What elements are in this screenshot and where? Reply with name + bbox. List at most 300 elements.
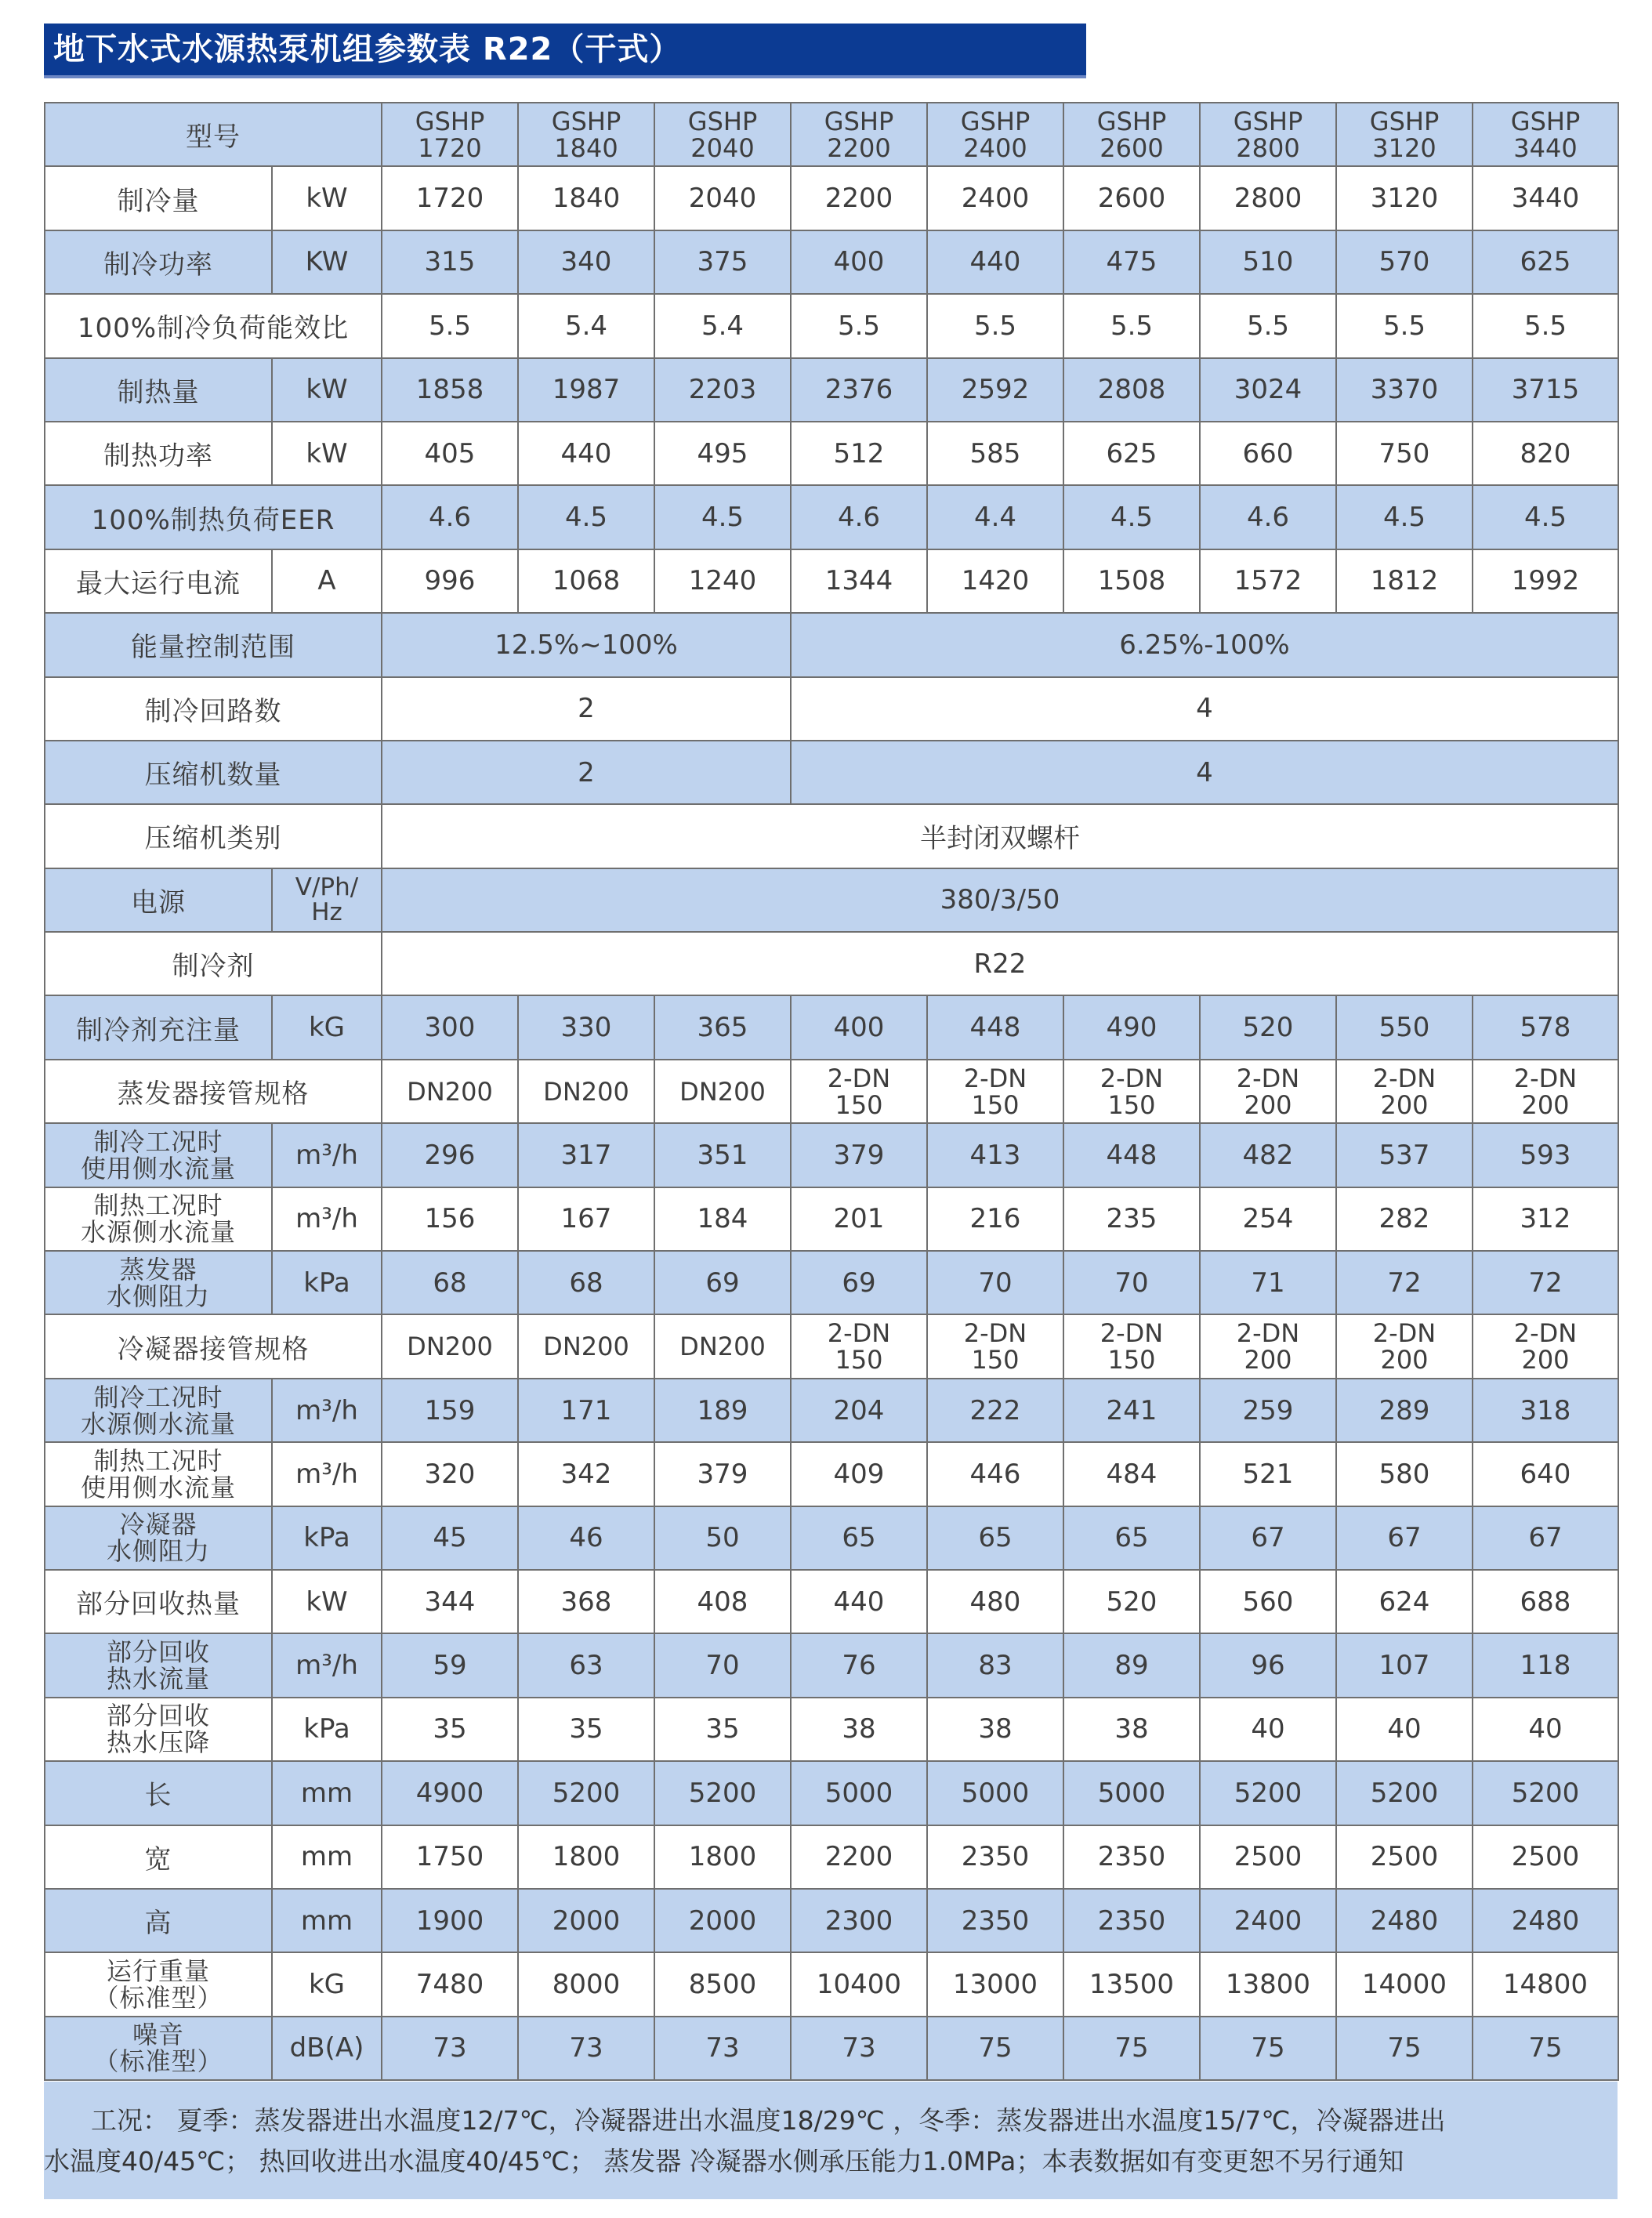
cell-charge: 330 <box>518 995 654 1059</box>
row-label-noise-line2: （标准型） <box>93 2046 223 2077</box>
row-label-cond_flow_cool-line2: 水源侧水流量 <box>80 1408 236 1439</box>
cell-noise: 75 <box>1336 2017 1473 2080</box>
cell-charge: 490 <box>1063 995 1200 1059</box>
table-row <box>45 358 1618 422</box>
cell-recovery_drop: 35 <box>518 1698 654 1761</box>
cell-max_current: 1068 <box>518 549 654 613</box>
cell-recovery_flow: 76 <box>791 1633 927 1697</box>
cell-cooling_eer: 5.4 <box>518 294 654 357</box>
cell-cond_pipe-line1: 2-DN <box>827 1318 891 1349</box>
cell-length: 5000 <box>927 1761 1063 1825</box>
row-label-heating_capacity: 制热量 <box>45 358 272 422</box>
row-label-width: 宽 <box>45 1825 272 1889</box>
row-unit-cooling_capacity: kW <box>272 166 382 230</box>
cell-height: 2480 <box>1473 1889 1618 1952</box>
table-row <box>45 1952 1618 2016</box>
cell-evap_resist: 68 <box>382 1251 518 1314</box>
cell-noise: 75 <box>927 2017 1063 2080</box>
row-label-cooling_power: 制冷功率 <box>45 230 272 294</box>
cell-recovery_drop: 38 <box>1063 1698 1200 1761</box>
cell-cond_resist: 67 <box>1200 1506 1336 1570</box>
cell-heating_capacity: 2203 <box>654 358 791 422</box>
cell-evap_pipe <box>518 1060 654 1123</box>
cell-length: 5200 <box>518 1761 654 1825</box>
cell-heating_capacity: 3370 <box>1336 358 1473 422</box>
row-label-compressor_type: 压缩机类别 <box>45 804 382 868</box>
cell-max_current: 996 <box>382 549 518 613</box>
model-cell <box>518 103 654 166</box>
cell-heating_capacity: 3715 <box>1473 358 1618 422</box>
table-row <box>45 1506 1618 1570</box>
cell-width: 2350 <box>1063 1825 1200 1889</box>
model-name-line1: GSHP <box>1233 106 1303 136</box>
cell-recovery_drop: 40 <box>1473 1698 1618 1761</box>
cell-cond_flow_cool: 204 <box>791 1379 927 1442</box>
cell-heating_capacity: 1987 <box>518 358 654 422</box>
table-row <box>45 1379 1618 1442</box>
cell-height: 1900 <box>382 1889 518 1952</box>
cell-height: 2000 <box>654 1889 791 1952</box>
row-label-evap_pipe: 蒸发器接管规格 <box>45 1060 382 1123</box>
cell-recovery_heat: 560 <box>1200 1570 1336 1633</box>
cell-cond_pipe <box>1200 1314 1336 1378</box>
table-row <box>45 1698 1618 1761</box>
table-row <box>45 1570 1618 1633</box>
cell-recovery_heat: 480 <box>927 1570 1063 1633</box>
cell-cond_flow_heat: 320 <box>382 1442 518 1506</box>
cell-cooling_eer: 5.5 <box>927 294 1063 357</box>
cell-compressor_type: 半封闭双螺杆 <box>382 804 1618 868</box>
cell-width: 1800 <box>518 1825 654 1889</box>
table-row <box>45 677 1618 741</box>
row-label-noise <box>45 2017 272 2080</box>
table-row <box>45 868 1618 932</box>
note-line-2: 水温度40/45℃； 热回收进出水温度40/45℃； 蒸发器 冷凝器水侧承压能力1.0MPa；本表数据如有变更恕不另行通知 <box>44 2146 1404 2176</box>
cell-cooling_power: 375 <box>654 230 791 294</box>
cell-evap_pipe-line2: 200 <box>1521 1089 1570 1120</box>
cell-evap_pipe <box>927 1060 1063 1123</box>
row-unit-cooling_power: KW <box>272 230 382 294</box>
cell-power_supply: 380/3/50 <box>382 868 1618 932</box>
model-name-line1: GSHP <box>687 106 758 136</box>
cell-recovery_flow: 83 <box>927 1633 1063 1697</box>
cell-recovery_heat: 688 <box>1473 1570 1618 1633</box>
row-label-evap_flow_heat-line2: 水源侧水流量 <box>80 1217 236 1248</box>
cell-cond_flow_heat: 521 <box>1200 1442 1336 1506</box>
cell-recovery_heat: 344 <box>382 1570 518 1633</box>
cell-charge: 448 <box>927 995 1063 1059</box>
cell-cond_resist: 67 <box>1336 1506 1473 1570</box>
table-row <box>45 804 1618 868</box>
cell-evap_pipe <box>1063 1060 1200 1123</box>
cell-heating_eer: 4.5 <box>518 485 654 549</box>
cell-cooling_capacity: 1840 <box>518 166 654 230</box>
row-unit-power_supply-line2: Hz <box>311 898 342 927</box>
cell-noise: 73 <box>382 2017 518 2080</box>
cell-evap_pipe-line1: 2-DN <box>963 1063 1027 1093</box>
cell-heating_power: 625 <box>1063 422 1200 485</box>
cell-length: 4900 <box>382 1761 518 1825</box>
cell-recovery_drop: 38 <box>791 1698 927 1761</box>
table-row <box>45 1442 1618 1506</box>
row-unit-cond_flow_heat: m³/h <box>272 1442 382 1506</box>
cell-circuits-b: 4 <box>791 677 1618 741</box>
cell-width: 2500 <box>1473 1825 1618 1889</box>
cell-evap_resist: 72 <box>1336 1251 1473 1314</box>
cell-evap_flow_heat: 156 <box>382 1187 518 1251</box>
cell-weight: 8000 <box>518 1952 654 2016</box>
cell-weight: 13800 <box>1200 1952 1336 2016</box>
cell-noise: 75 <box>1200 2017 1336 2080</box>
cell-recovery_flow: 59 <box>382 1633 518 1697</box>
row-label-weight-line1: 运行重量 <box>106 1956 210 1987</box>
row-label-length: 长 <box>45 1761 272 1825</box>
cell-max_current: 1508 <box>1063 549 1200 613</box>
cell-heating_eer: 4.6 <box>1200 485 1336 549</box>
cell-cooling_capacity: 3120 <box>1336 166 1473 230</box>
row-label-cond_flow_heat-line1: 制热工况时 <box>93 1445 223 1476</box>
cell-recovery_drop: 38 <box>927 1698 1063 1761</box>
row-unit-charge: kG <box>272 995 382 1059</box>
cell-heating_capacity: 2376 <box>791 358 927 422</box>
cell-cond_flow_cool: 222 <box>927 1379 1063 1442</box>
table-row <box>45 932 1618 995</box>
cell-recovery_heat: 368 <box>518 1570 654 1633</box>
cell-length: 5000 <box>1063 1761 1200 1825</box>
cell-evap_flow_cool: 448 <box>1063 1123 1200 1187</box>
model-name-line2: 1840 <box>554 132 618 163</box>
cell-noise: 73 <box>791 2017 927 2080</box>
table-row <box>45 1633 1618 1697</box>
cell-evap_pipe-line1: 2-DN <box>1372 1063 1436 1093</box>
cell-heating_capacity: 2808 <box>1063 358 1200 422</box>
cell-cond_pipe <box>382 1314 518 1378</box>
cell-heating_power: 750 <box>1336 422 1473 485</box>
cell-cooling_eer: 5.5 <box>1200 294 1336 357</box>
cell-recovery_drop: 35 <box>654 1698 791 1761</box>
row-label-cond_resist <box>45 1506 272 1570</box>
cell-evap_pipe-line2: 200 <box>1244 1089 1292 1120</box>
page-title: 地下水式水源热泵机组参数表 R22（干式） <box>53 31 682 67</box>
row-label-circuits: 制冷回路数 <box>45 677 382 741</box>
row-label-recovery_flow-line1: 部分回收 <box>106 1637 210 1668</box>
cell-evap_pipe-line1: 2-DN <box>1236 1063 1300 1093</box>
cell-length: 5000 <box>791 1761 927 1825</box>
row-label-weight-line2: （标准型） <box>93 1983 223 2013</box>
model-name-line1: GSHP <box>1510 106 1581 136</box>
cell-height: 2300 <box>791 1889 927 1952</box>
cell-heating_eer: 4.5 <box>654 485 791 549</box>
model-name-line2: 2400 <box>963 132 1027 163</box>
row-unit-evap_flow_heat: m³/h <box>272 1187 382 1251</box>
row-label-compressors: 压缩机数量 <box>45 741 382 804</box>
cell-cooling_capacity: 3440 <box>1473 166 1618 230</box>
cell-length: 5200 <box>1336 1761 1473 1825</box>
cell-cooling_eer: 5.5 <box>791 294 927 357</box>
cell-cond_pipe-text: DN200 <box>543 1332 629 1362</box>
model-name-line2: 1720 <box>418 132 482 163</box>
row-label-cond_pipe: 冷凝器接管规格 <box>45 1314 382 1378</box>
cell-evap_flow_cool: 413 <box>927 1123 1063 1187</box>
model-cell <box>654 103 791 166</box>
cell-noise: 73 <box>518 2017 654 2080</box>
cell-height: 2350 <box>1063 1889 1200 1952</box>
row-label-cooling_capacity: 制冷量 <box>45 166 272 230</box>
cell-cond_pipe-line1: 2-DN <box>1236 1318 1300 1349</box>
spec-table <box>44 102 1619 2081</box>
model-cell <box>791 103 927 166</box>
cell-cond_resist: 50 <box>654 1506 791 1570</box>
row-label-cond_flow_heat-line2: 使用侧水流量 <box>80 1472 236 1502</box>
cell-evap_flow_cool: 351 <box>654 1123 791 1187</box>
cell-evap_flow_heat: 201 <box>791 1187 927 1251</box>
cell-evap_pipe <box>1200 1060 1336 1123</box>
cell-max_current: 1812 <box>1336 549 1473 613</box>
row-label-evap_flow_heat-line1: 制热工况时 <box>93 1191 223 1221</box>
model-cell <box>1200 103 1336 166</box>
model-cell <box>927 103 1063 166</box>
cell-cond_pipe <box>1473 1314 1618 1378</box>
cell-height: 2000 <box>518 1889 654 1952</box>
row-unit-cond_resist: kPa <box>272 1506 382 1570</box>
table-row <box>45 741 1618 804</box>
row-label-power_supply: 电源 <box>45 868 272 932</box>
row-label-noise-line1: 噪音 <box>132 2020 184 2050</box>
row-label-recovery_heat: 部分回收热量 <box>45 1570 272 1633</box>
table-row <box>45 1187 1618 1251</box>
cell-heating_power: 405 <box>382 422 518 485</box>
model-header-label: 型号 <box>45 103 382 166</box>
cell-evap_resist: 69 <box>791 1251 927 1314</box>
cell-evap_pipe-text: DN200 <box>543 1076 629 1107</box>
cell-cond_resist: 46 <box>518 1506 654 1570</box>
row-unit-power_supply-line1: V/Ph/ <box>295 873 359 902</box>
cell-evap_flow_cool: 317 <box>518 1123 654 1187</box>
cell-recovery_drop: 35 <box>382 1698 518 1761</box>
model-cell <box>1063 103 1200 166</box>
model-name-line1: GSHP <box>1096 106 1167 136</box>
cell-evap_pipe-line2: 150 <box>835 1089 883 1120</box>
row-unit-max_current: A <box>272 549 382 613</box>
row-label-energy_range: 能量控制范围 <box>45 613 382 676</box>
cell-recovery_heat: 440 <box>791 1570 927 1633</box>
cell-evap_flow_cool: 482 <box>1200 1123 1336 1187</box>
row-label-cond_resist-line1: 冷凝器 <box>119 1509 197 1540</box>
title-bar <box>44 24 1086 78</box>
cell-evap_pipe-line1: 2-DN <box>827 1063 891 1093</box>
cell-heating_power: 585 <box>927 422 1063 485</box>
cell-cond_resist: 45 <box>382 1506 518 1570</box>
table-row <box>45 230 1618 294</box>
cell-cond_flow_cool: 241 <box>1063 1379 1200 1442</box>
cell-cond_pipe-line2: 150 <box>971 1345 1020 1375</box>
cell-width: 2350 <box>927 1825 1063 1889</box>
row-label-cond_flow_cool-line1: 制冷工况时 <box>93 1382 223 1412</box>
cell-cond_flow_heat: 379 <box>654 1442 791 1506</box>
row-unit-evap_flow_cool: m³/h <box>272 1123 382 1187</box>
cell-evap_flow_heat: 282 <box>1336 1187 1473 1251</box>
row-label-cond_flow_heat <box>45 1442 272 1506</box>
cell-width: 1750 <box>382 1825 518 1889</box>
cell-evap_resist: 70 <box>1063 1251 1200 1314</box>
cell-evap_flow_cool: 296 <box>382 1123 518 1187</box>
table-row <box>45 1761 1618 1825</box>
table-row <box>45 294 1618 357</box>
cell-heating_power: 495 <box>654 422 791 485</box>
model-name-line2: 2600 <box>1100 132 1164 163</box>
row-unit-recovery_drop: kPa <box>272 1698 382 1761</box>
cell-evap_resist: 68 <box>518 1251 654 1314</box>
cell-heating_eer: 4.6 <box>791 485 927 549</box>
row-unit-length: mm <box>272 1761 382 1825</box>
cell-recovery_flow: 89 <box>1063 1633 1200 1697</box>
cell-cond_pipe <box>654 1314 791 1378</box>
cell-noise: 73 <box>654 2017 791 2080</box>
cell-evap_pipe <box>1473 1060 1618 1123</box>
cell-evap_pipe <box>791 1060 927 1123</box>
cell-evap_flow_heat: 235 <box>1063 1187 1200 1251</box>
cell-height: 2480 <box>1336 1889 1473 1952</box>
cell-compressors-a: 2 <box>382 741 791 804</box>
cell-cond_flow_cool: 189 <box>654 1379 791 1442</box>
cell-cooling_power: 510 <box>1200 230 1336 294</box>
table-row <box>45 1123 1618 1187</box>
cell-cond_flow_heat: 409 <box>791 1442 927 1506</box>
row-unit-evap_resist: kPa <box>272 1251 382 1314</box>
cell-width: 2200 <box>791 1825 927 1889</box>
cell-cond_pipe <box>791 1314 927 1378</box>
cell-cooling_eer: 5.5 <box>1473 294 1618 357</box>
cell-cond_pipe-line2: 200 <box>1380 1345 1429 1375</box>
cell-width: 1800 <box>654 1825 791 1889</box>
cell-cooling_power: 625 <box>1473 230 1618 294</box>
cell-evap_resist: 70 <box>927 1251 1063 1314</box>
cell-cond_flow_cool: 289 <box>1336 1379 1473 1442</box>
cell-length: 5200 <box>1200 1761 1336 1825</box>
row-label-recovery_drop-line1: 部分回收 <box>106 1701 210 1731</box>
model-name-line2: 2200 <box>827 132 891 163</box>
cell-noise: 75 <box>1063 2017 1200 2080</box>
cell-refrigerant: R22 <box>382 932 1618 995</box>
cell-evap_flow_heat: 254 <box>1200 1187 1336 1251</box>
cell-cooling_capacity: 2200 <box>791 166 927 230</box>
cell-heating_capacity: 2592 <box>927 358 1063 422</box>
cell-heating_eer: 4.5 <box>1063 485 1200 549</box>
cell-max_current: 1240 <box>654 549 791 613</box>
cell-circuits-a: 2 <box>382 677 791 741</box>
cell-cond_pipe-line1: 2-DN <box>1372 1318 1436 1349</box>
cell-evap_pipe-text: DN200 <box>679 1076 766 1107</box>
cell-cooling_power: 400 <box>791 230 927 294</box>
table-row <box>45 485 1618 549</box>
cell-cond_pipe-line2: 200 <box>1521 1345 1570 1375</box>
cell-cooling_capacity: 2400 <box>927 166 1063 230</box>
cell-heating_power: 660 <box>1200 422 1336 485</box>
cell-cond_pipe-line1: 2-DN <box>1513 1318 1578 1349</box>
cell-recovery_flow: 63 <box>518 1633 654 1697</box>
row-unit-heating_power: kW <box>272 422 382 485</box>
table-row <box>45 1889 1618 1952</box>
table-row <box>45 995 1618 1059</box>
cell-evap_flow_heat: 312 <box>1473 1187 1618 1251</box>
cell-max_current: 1420 <box>927 549 1063 613</box>
cell-max_current: 1992 <box>1473 549 1618 613</box>
cell-evap_flow_heat: 167 <box>518 1187 654 1251</box>
row-unit-power_supply <box>272 868 382 932</box>
cell-cond_pipe-text: DN200 <box>679 1332 766 1362</box>
cell-cooling_eer: 5.5 <box>1336 294 1473 357</box>
cell-heating_eer: 4.5 <box>1473 485 1618 549</box>
cell-evap_resist: 71 <box>1200 1251 1336 1314</box>
cell-cooling_power: 340 <box>518 230 654 294</box>
cell-heating_power: 440 <box>518 422 654 485</box>
cell-max_current: 1344 <box>791 549 927 613</box>
cell-cooling_eer: 5.4 <box>654 294 791 357</box>
cell-cond_flow_cool: 159 <box>382 1379 518 1442</box>
model-cell <box>382 103 518 166</box>
cell-cond_pipe-line1: 2-DN <box>1100 1318 1164 1349</box>
row-label-max_current: 最大运行电流 <box>45 549 272 613</box>
cell-height: 2350 <box>927 1889 1063 1952</box>
cell-compressors-b: 4 <box>791 741 1618 804</box>
model-name-line1: GSHP <box>415 106 485 136</box>
cell-evap_flow_cool: 537 <box>1336 1123 1473 1187</box>
cell-heating_eer: 4.6 <box>382 485 518 549</box>
cell-cooling_capacity: 2600 <box>1063 166 1200 230</box>
row-label-height: 高 <box>45 1889 272 1952</box>
cell-cond_flow_heat: 446 <box>927 1442 1063 1506</box>
cell-cond_resist: 65 <box>791 1506 927 1570</box>
cell-cond_pipe-line2: 150 <box>835 1345 883 1375</box>
cell-noise: 75 <box>1473 2017 1618 2080</box>
row-unit-width: mm <box>272 1825 382 1889</box>
cell-recovery_heat: 624 <box>1336 1570 1473 1633</box>
cell-cond_pipe <box>1336 1314 1473 1378</box>
row-unit-height: mm <box>272 1889 382 1952</box>
cell-cooling_capacity: 2040 <box>654 166 791 230</box>
row-unit-noise: dB(A) <box>272 2017 382 2080</box>
cell-cooling_capacity: 1720 <box>382 166 518 230</box>
model-name-line1: GSHP <box>824 106 894 136</box>
cell-cooling_power: 440 <box>927 230 1063 294</box>
row-label-cooling_eer: 100%制冷负荷能效比 <box>45 294 382 357</box>
row-unit-recovery_flow: m³/h <box>272 1633 382 1697</box>
row-label-evap_flow_cool-line1: 制冷工况时 <box>93 1126 223 1157</box>
cell-cond_pipe <box>1063 1314 1200 1378</box>
row-label-recovery_flow-line2: 热水流量 <box>106 1664 210 1694</box>
cell-weight: 7480 <box>382 1952 518 2016</box>
cell-evap_flow_cool: 593 <box>1473 1123 1618 1187</box>
model-name-line1: GSHP <box>960 106 1031 136</box>
cell-max_current: 1572 <box>1200 549 1336 613</box>
cell-cond_flow_cool: 318 <box>1473 1379 1618 1442</box>
cell-charge: 400 <box>791 995 927 1059</box>
row-label-refrigerant: 制冷剂 <box>45 932 382 995</box>
note-line-1: 工况： 夏季：蒸发器进出水温度12/7℃，冷凝器进出水温度18/29℃ ，冬季：蒸发器进出水温度15/7℃，冷凝器进出 <box>91 2105 1446 2136</box>
cell-charge: 550 <box>1336 995 1473 1059</box>
notes-box <box>44 2082 1618 2199</box>
cell-charge: 520 <box>1200 995 1336 1059</box>
cell-height: 2400 <box>1200 1889 1336 1952</box>
cell-recovery_drop: 40 <box>1200 1698 1336 1761</box>
cell-heating_power: 512 <box>791 422 927 485</box>
cell-evap_pipe-line1: 2-DN <box>1513 1063 1578 1093</box>
cell-charge: 578 <box>1473 995 1618 1059</box>
row-label-weight <box>45 1952 272 2016</box>
table-row <box>45 1825 1618 1889</box>
cell-cond_flow_heat: 580 <box>1336 1442 1473 1506</box>
cell-recovery_drop: 40 <box>1336 1698 1473 1761</box>
